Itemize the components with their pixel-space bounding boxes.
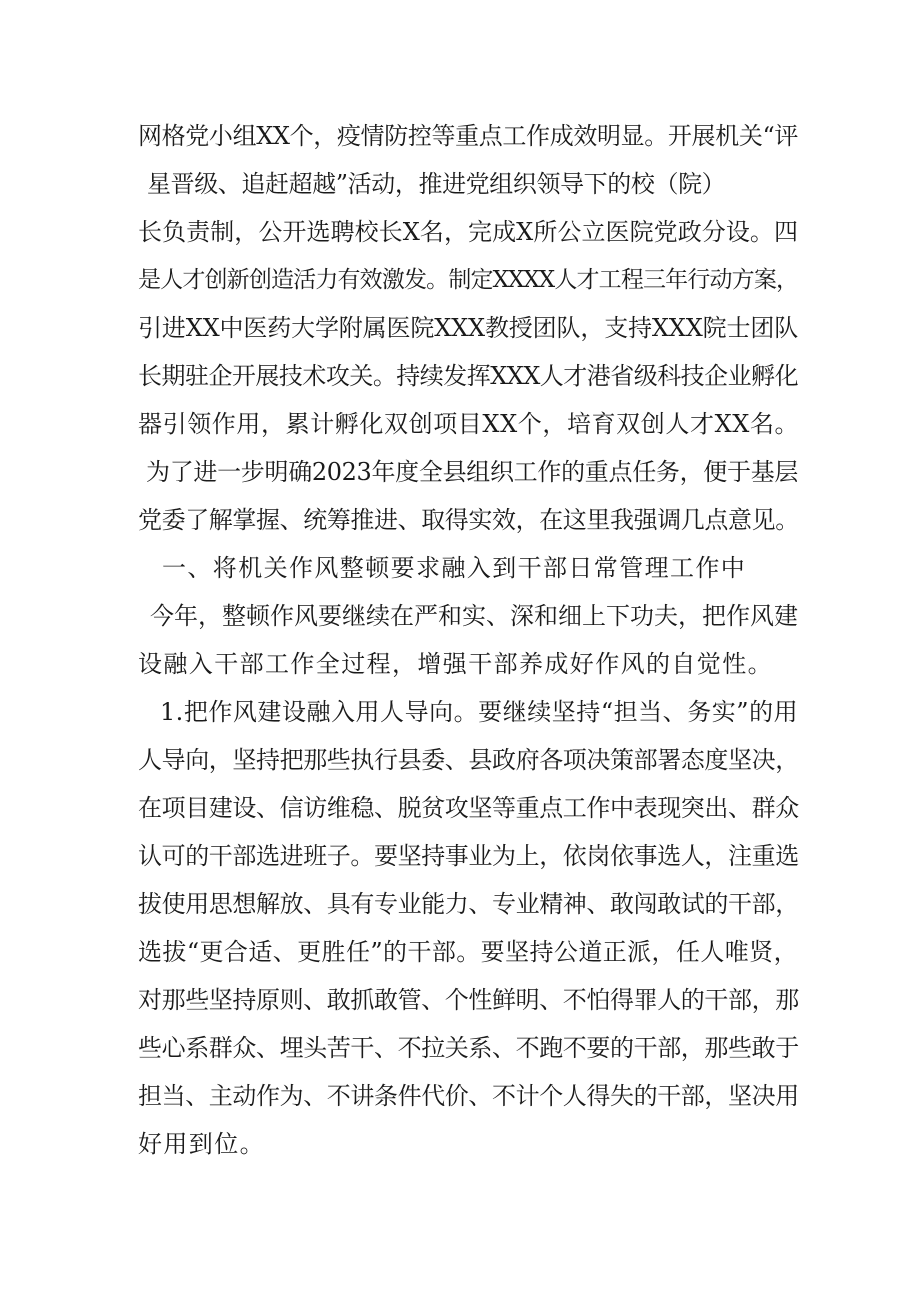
text-line-8: 为了进一步明确2023年度全县组织工作的重点任务，便于基层	[146, 458, 798, 486]
text-line-19: 对那些坚持原则、敢抓敢管、个性鲜明、不怕得罪人的干部，那	[138, 986, 799, 1014]
text-line-18: 选拔“更合适、更胜任”的干部。要坚持公道正派，任人唯贤，	[138, 938, 798, 966]
text-line-6: 长期驻企开展技术攻关。持续发挥XXX人才港省级科技企业孵化	[138, 362, 798, 390]
text-line-16: 认可的干部选进班子。要坚持事业为上，依岗依事选人，注重选	[138, 842, 799, 870]
text-line-15: 在项目建设、信访维稳、脱贫攻坚等重点工作中表现突出、群众	[138, 794, 799, 822]
text-line-3: 长负责制，公开选聘校长X名，完成X所公立医院党政分设。四	[138, 218, 798, 246]
text-line-14: 人导向，坚持把那些执行县委、县政府各项决策部署态度坚决，	[138, 746, 799, 774]
text-line-9: 党委了解掌握、统筹推进、取得实效，在这里我强调几点意见。	[138, 506, 799, 534]
text-line-4: 是人才创新创造活力有效激发。制定XXXX人才工程三年行动方案，	[138, 267, 798, 293]
text-line-2: 星晋级、追赶超越”活动，推进党组织领导下的校（院）	[147, 170, 726, 198]
text-line-17: 拔使用思想解放、具有专业能力、专业精神、敢闯敢试的干部，	[138, 890, 799, 918]
text-line-22: 好用到位。	[138, 1130, 265, 1158]
text-line-1: 网格党小组XX个，疫情防控等重点工作成效明显。开展机关“评	[138, 122, 798, 150]
text-line-11: 今年，整顿作风要继续在严和实、深和细上下功夫，把作风建	[150, 602, 798, 630]
text-line-12: 设融入干部工作全过程，增强干部养成好作风的自觉性。	[138, 650, 773, 678]
text-line-5: 引进XX中医药大学附属医院XXX教授团队，支持XXX院士团队	[138, 314, 798, 342]
text-line-7: 器引领作用，累计孵化双创项目XX个，培育双创人才XX名。	[138, 410, 800, 438]
text-line-21: 担当、主动作为、不讲条件代价、不计个人得失的干部，坚决用	[138, 1082, 799, 1110]
text-line-20: 些心系群众、埋头苦干、不拉关系、不跑不要的干部，那些敢于	[138, 1034, 799, 1062]
text-line-13: 1.把作风建设融入用人导向。要继续坚持“担当、务实”的用	[160, 698, 798, 726]
section-heading-1: 一、将机关作风整顿要求融入到干部日常管理工作中	[162, 554, 747, 582]
